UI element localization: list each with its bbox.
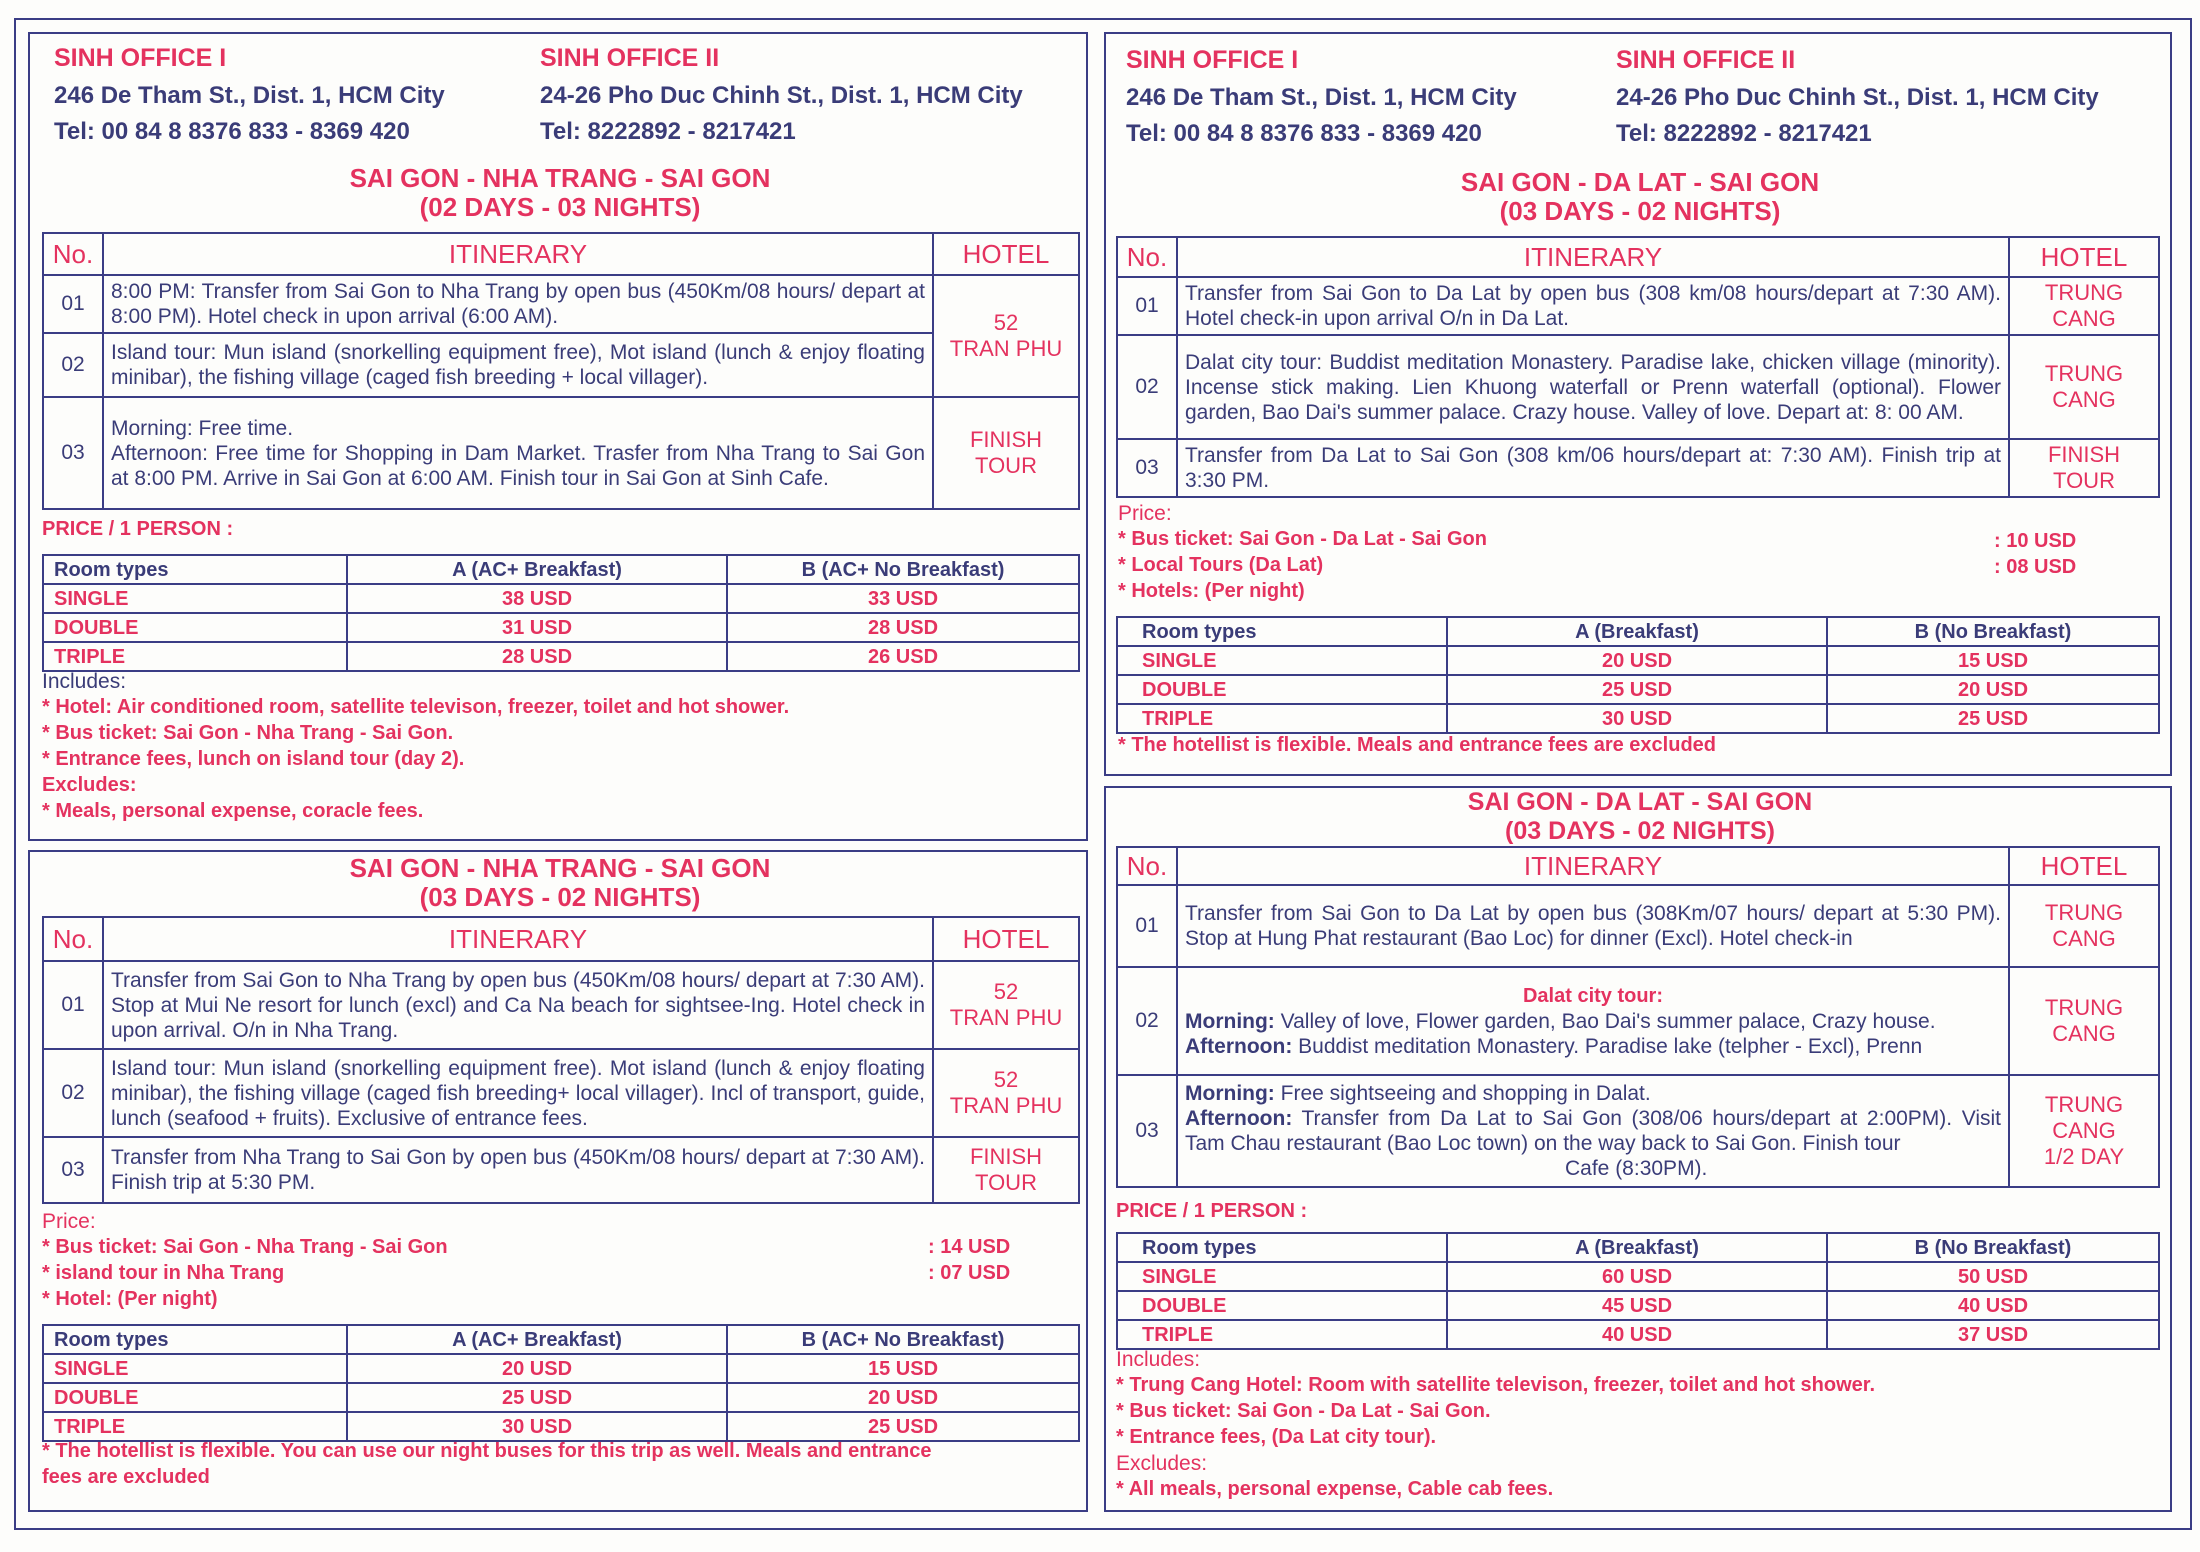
row-description	[1177, 1075, 2009, 1187]
tour-title-line2: (03 DAYS - 02 NIGHTS)	[1505, 817, 1775, 845]
room-type: DOUBLE	[1117, 675, 1447, 704]
price-b: 25 USD	[727, 1412, 1079, 1441]
table-row	[43, 1137, 1079, 1203]
price-b: 28 USD	[727, 613, 1079, 642]
row-hotel	[933, 397, 1079, 509]
office2-name: SINH OFFICE II	[1616, 46, 1796, 74]
price-header-a: A (AC+ Breakfast)	[347, 1325, 727, 1354]
hotel-line2: TRAN PHU	[949, 1005, 1063, 1030]
col-hotel-header: HOTEL	[933, 233, 1079, 275]
row-hotel	[933, 1049, 1079, 1137]
hotel-line2: CANG	[2052, 387, 2116, 412]
tour-title-line1: SAI GON - NHA TRANG - SAI GON	[349, 163, 771, 193]
extra-label: * Bus ticket: Sai Gon - Nha Trang - Sai Gon	[42, 1236, 448, 1258]
row-number: 03	[1117, 1075, 1177, 1187]
col-itinerary-header: ITINERARY	[103, 233, 933, 275]
footnote-continued: fees are excluded	[42, 1466, 210, 1488]
price-row	[1117, 1291, 2159, 1320]
tour-title	[30, 854, 1090, 912]
room-type: SINGLE	[1117, 1262, 1447, 1291]
tour-title-line2: (03 DAYS - 02 NIGHTS)	[1499, 196, 1781, 226]
price-row	[43, 1354, 1079, 1383]
price-b: 37 USD	[1827, 1320, 2159, 1349]
col-hotel-header: HOTEL	[2009, 847, 2159, 885]
excludes-label: Excludes:	[1116, 1452, 1208, 1475]
price-a: 25 USD	[1447, 675, 1827, 704]
office1-name: SINH OFFICE I	[1126, 46, 1299, 74]
footnote: * The hotellist is flexible. Meals and entrance fees are excluded	[1118, 734, 1716, 756]
afternoon-text: Transfer from Da Lat to Sai Gon (308/06 hours/depart at 2:00PM). Visit Tam Chau restaurant (Bao Loc town) on the way back to Sai Gon. Finish tour	[1185, 1107, 2001, 1155]
price-row	[43, 584, 1079, 613]
includes-item: * Entrance fees, (Da Lat city tour).	[1116, 1426, 1437, 1448]
itinerary-table	[1116, 236, 2160, 498]
price-header-a: A (Breakfast)	[1447, 1233, 1827, 1262]
includes-item: * Entrance fees, lunch on island tour (day 2).	[42, 748, 465, 770]
price-row	[1117, 646, 2159, 675]
row-description	[103, 397, 933, 509]
col-hotel-header: HOTEL	[933, 917, 1079, 961]
hotel-line1: TRUNG	[2044, 900, 2124, 925]
office1-address: 246 De Tham St., Dist. 1, HCM City	[1126, 84, 1517, 111]
price-b: 20 USD	[1827, 675, 2159, 704]
table-row	[43, 275, 1079, 333]
excludes-item: * All meals, personal expense, Cable cab fees.	[1116, 1478, 1554, 1500]
col-itinerary-header: ITINERARY	[103, 917, 933, 961]
row-hotel	[933, 275, 1079, 397]
col-hotel-header: HOTEL	[2009, 237, 2159, 277]
price-header-b: B (AC+ No Breakfast)	[727, 555, 1079, 584]
price-table	[1116, 616, 2160, 734]
tour-title	[1106, 168, 2174, 226]
room-type: SINGLE	[43, 1354, 347, 1383]
itinerary-table	[42, 916, 1080, 1204]
row-hotel	[2009, 1075, 2159, 1187]
row-number: 01	[1117, 885, 1177, 967]
room-type: TRIPLE	[43, 642, 347, 671]
hotel-line1: TRUNG	[2044, 280, 2124, 305]
col-itinerary-header: ITINERARY	[1177, 847, 2009, 885]
price-a: 31 USD	[347, 613, 727, 642]
price-label: Price:	[42, 1210, 96, 1233]
price-table	[42, 554, 1080, 672]
room-type: SINGLE	[43, 584, 347, 613]
price-table	[42, 1324, 1080, 1442]
price-b: 15 USD	[727, 1354, 1079, 1383]
price-b: 50 USD	[1827, 1262, 2159, 1291]
tour-title-line1: SAI GON - NHA TRANG - SAI GON	[349, 853, 771, 883]
price-header-b: B (No Breakfast)	[1827, 617, 2159, 646]
extra-label: * Bus ticket: Sai Gon - Da Lat - Sai Gon	[1118, 528, 1487, 550]
row-description-morning	[1185, 1081, 2001, 1106]
table-row	[43, 397, 1079, 509]
extra-value: : 14 USD	[928, 1236, 1011, 1258]
row-number: 01	[43, 961, 103, 1049]
row-number: 02	[1117, 335, 1177, 439]
room-type: DOUBLE	[43, 1383, 347, 1412]
hotel-line2: TOUR	[975, 453, 1037, 478]
office2-tel: Tel: 8222892 - 8217421	[540, 118, 796, 145]
price-header-a: A (Breakfast)	[1447, 617, 1827, 646]
table-row	[1117, 967, 2159, 1075]
table-row	[1117, 885, 2159, 967]
office1-address: 246 De Tham St., Dist. 1, HCM City	[54, 82, 445, 109]
col-no-header: No.	[43, 233, 103, 275]
price-label: Price:	[1118, 502, 1172, 525]
price-a: 60 USD	[1447, 1262, 1827, 1291]
excludes-label: Excludes:	[42, 774, 137, 796]
hotel-line1: TRUNG	[2044, 995, 2124, 1020]
price-label: PRICE / 1 PERSON :	[42, 518, 234, 540]
table-row	[43, 961, 1079, 1049]
row-hotel	[2009, 439, 2159, 497]
price-row	[1117, 1262, 2159, 1291]
table-row	[1117, 439, 2159, 497]
hotel-line2: TRAN PHU	[949, 1093, 1063, 1118]
price-a: 38 USD	[347, 584, 727, 613]
row-description-morning: Morning: Free time.	[111, 416, 294, 440]
row-description: Island tour: Mun island (snorkelling equipment free), Mot island (lunch & enjoy floating minibar), the fishing village (caged fish breeding + local villager).	[103, 333, 933, 397]
row-number: 01	[43, 275, 103, 333]
row-description	[1177, 967, 2009, 1075]
tour-title	[30, 164, 1090, 222]
morning-text: Free sightseeing and shopping in Dalat.	[1274, 1082, 1651, 1105]
hotel-note: * Hotels: (Per night)	[1118, 580, 1305, 602]
row-hotel	[933, 961, 1079, 1049]
row-description-afternoon	[1185, 1034, 2001, 1059]
price-header-room: Room types	[1117, 617, 1447, 646]
tour-title	[1106, 788, 2174, 846]
hotel-line1: TRUNG	[2044, 1092, 2124, 1117]
row-number: 03	[1117, 439, 1177, 497]
price-header-b: B (AC+ No Breakfast)	[727, 1325, 1079, 1354]
price-table	[1116, 1232, 2160, 1350]
price-b: 33 USD	[727, 584, 1079, 613]
includes-label: Includes:	[42, 670, 127, 693]
hotel-line2: CANG	[2052, 306, 2116, 331]
hotel-line1: TRUNG	[2044, 361, 2124, 386]
row-number: 02	[1117, 967, 1177, 1075]
row-description: Transfer from Sai Gon to Nha Trang by open bus (450Km/08 hours/ depart at 7:30 AM). Stop at Mui Ne resort for lunch (excl) and Ca Na beach for sightsee-Ing. Hotel check in upon arrival. O/n in Nha Trang.	[103, 961, 933, 1049]
hotel-line1: 52	[993, 1067, 1019, 1092]
footnote: * The hotellist is flexible. You can use our night buses for this trip as well. Meals and entrance	[42, 1440, 932, 1462]
hotel-line2: CANG	[2052, 1021, 2116, 1046]
panel-da-lat-a	[1104, 32, 2172, 776]
row-hotel	[2009, 967, 2159, 1075]
hotel-note: * Hotel: (Per night)	[42, 1288, 218, 1310]
hotel-line3: 1/2 DAY	[2043, 1144, 2125, 1169]
panel-da-lat-b	[1104, 786, 2172, 1512]
row-description: 8:00 PM: Transfer from Sai Gon to Nha Trang by open bus (450Km/08 hours/ depart at 8:00 PM). Hotel check in upon arrival (6:00 AM).	[103, 275, 933, 333]
hotel-line1: FINISH	[969, 1144, 1043, 1169]
afternoon-text: Buddist meditation Monastery. Paradise lake (telpher - Excl), Prenn	[1292, 1034, 1923, 1058]
row-subtitle: Dalat city tour:	[1522, 984, 1664, 1007]
extra-label: * Local Tours (Da Lat)	[1118, 554, 1324, 576]
row-number: 03	[43, 397, 103, 509]
col-no-header: No.	[1117, 237, 1177, 277]
price-row	[43, 642, 1079, 671]
extra-label: * island tour in Nha Trang	[42, 1262, 285, 1284]
row-description-tail: Cafe (8:30PM).	[1565, 1157, 1708, 1180]
table-row	[1117, 335, 2159, 439]
price-header-b: B (No Breakfast)	[1827, 1233, 2159, 1262]
price-row	[43, 1383, 1079, 1412]
office1-tel: Tel: 00 84 8 8376 833 - 8369 420	[1126, 120, 1482, 147]
includes-item: * Trung Cang Hotel: Room with satellite televison, freezer, toilet and hot shower.	[1116, 1374, 1876, 1396]
price-a: 28 USD	[347, 642, 727, 671]
itinerary-table	[42, 232, 1080, 510]
office2-address: 24-26 Pho Duc Chinh St., Dist. 1, HCM City	[540, 82, 1023, 109]
price-b: 15 USD	[1827, 646, 2159, 675]
office2-address: 24-26 Pho Duc Chinh St., Dist. 1, HCM City	[1616, 84, 2099, 111]
price-row	[1117, 675, 2159, 704]
hotel-line2: TOUR	[2053, 468, 2115, 493]
room-type: TRIPLE	[1117, 704, 1447, 733]
office1-tel: Tel: 00 84 8 8376 833 - 8369 420	[54, 118, 410, 145]
row-description-morning	[1185, 1009, 2001, 1034]
row-hotel	[933, 1137, 1079, 1203]
row-number: 02	[43, 333, 103, 397]
price-label: PRICE / 1 PERSON :	[1116, 1200, 1308, 1222]
tour-title-line2: (03 DAYS - 02 NIGHTS)	[419, 882, 701, 912]
row-number: 01	[1117, 277, 1177, 335]
hotel-line1: 52	[993, 310, 1019, 335]
includes-item: * Bus ticket: Sai Gon - Da Lat - Sai Gon.	[1116, 1400, 1491, 1422]
afternoon-label: Afternoon:	[1185, 1034, 1293, 1058]
hotel-line1: 52	[993, 979, 1019, 1004]
table-row	[43, 333, 1079, 397]
price-a: 40 USD	[1447, 1320, 1827, 1349]
hotel-line2: CANG	[2052, 1118, 2116, 1143]
morning-text: Valley of love, Flower garden, Bao Dai's summer palace, Crazy house.	[1274, 1009, 1936, 1033]
afternoon-label: Afternoon:	[1185, 1107, 1293, 1130]
table-row	[1117, 277, 2159, 335]
row-hotel	[2009, 335, 2159, 439]
office2-tel: Tel: 8222892 - 8217421	[1616, 120, 1872, 147]
col-no-header: No.	[43, 917, 103, 961]
price-a: 20 USD	[347, 1354, 727, 1383]
tour-title-line1: SAI GON - DA LAT - SAI GON	[1467, 788, 1813, 816]
includes-item: * Hotel: Air conditioned room, satellite televison, freezer, toilet and hot shower.	[42, 696, 790, 718]
col-itinerary-header: ITINERARY	[1177, 237, 2009, 277]
itinerary-table	[1116, 846, 2160, 1188]
room-type: DOUBLE	[1117, 1291, 1447, 1320]
row-hotel	[2009, 885, 2159, 967]
price-header-room: Room types	[43, 1325, 347, 1354]
extra-value: : 08 USD	[1994, 556, 2077, 578]
row-description-afternoon: Afternoon: Free time for Shopping in Dam Market. Trasfer from Nha Trang to Sai Gon at 8:00 PM. Arrive in Sai Gon at 6:00 AM. Finish tour in Sai Gon at Sinh Cafe.	[111, 441, 925, 490]
hotel-line2: CANG	[2052, 926, 2116, 951]
price-a: 30 USD	[1447, 704, 1827, 733]
price-row	[1117, 704, 2159, 733]
row-number: 02	[43, 1049, 103, 1137]
price-header-room: Room types	[43, 555, 347, 584]
morning-label: Morning:	[1185, 1009, 1275, 1033]
price-row	[43, 1412, 1079, 1441]
price-a: 25 USD	[347, 1383, 727, 1412]
panel-nha-trang-02-days	[28, 32, 1088, 841]
price-a: 45 USD	[1447, 1291, 1827, 1320]
row-hotel	[2009, 277, 2159, 335]
hotel-line2: TRAN PHU	[949, 336, 1063, 361]
row-description: Dalat city tour: Buddist meditation Monastery. Paradise lake, chicken village (minority). Incense stick making. Lien Khuong waterfall or Prenn waterfall (optional). Flower garden, Bao Dai's summer palace. Crazy house. Valley of love. Depart at: 8: 00 AM.	[1177, 335, 2009, 439]
table-row	[43, 1049, 1079, 1137]
room-type: TRIPLE	[43, 1412, 347, 1441]
price-a: 20 USD	[1447, 646, 1827, 675]
tour-title-line2: (02 DAYS - 03 NIGHTS)	[419, 192, 701, 222]
includes-item: * Bus ticket: Sai Gon - Nha Trang - Sai Gon.	[42, 722, 454, 744]
includes-label: Includes:	[1116, 1348, 1201, 1371]
table-row	[1117, 1075, 2159, 1187]
row-description: Transfer from Sai Gon to Da Lat by open bus (308 km/08 hours/depart at 7:30 AM). Hotel check-in upon arrival O/n in Da Lat.	[1177, 277, 2009, 335]
morning-label: Morning:	[1185, 1082, 1275, 1105]
row-description: Transfer from Sai Gon to Da Lat by open bus (308Km/07 hours/ depart at 5:30 PM). Stop at Hung Phat restaurant (Bao Loc) for dinner (Excl). Hotel check-in	[1177, 885, 2009, 967]
row-description: Transfer from Da Lat to Sai Gon (308 km/06 hours/depart at: 7:30 AM). Finish trip at 3:30 PM.	[1177, 439, 2009, 497]
excludes-item: * Meals, personal expense, coracle fees.	[42, 800, 424, 822]
price-row	[43, 613, 1079, 642]
tour-title-line1: SAI GON - DA LAT - SAI GON	[1460, 167, 1820, 197]
row-description-afternoon	[1185, 1106, 2001, 1156]
office2-name: SINH OFFICE II	[540, 44, 720, 72]
price-header-room: Room types	[1117, 1233, 1447, 1262]
price-header-a: A (AC+ Breakfast)	[347, 555, 727, 584]
hotel-line1: FINISH	[2047, 442, 2121, 467]
extra-value: : 07 USD	[928, 1262, 1011, 1284]
hotel-line2: TOUR	[975, 1170, 1037, 1195]
room-type: DOUBLE	[43, 613, 347, 642]
row-number: 03	[43, 1137, 103, 1203]
room-type: SINGLE	[1117, 646, 1447, 675]
row-description: Island tour: Mun island (snorkelling equipment free). Mot island (lunch & enjoy floating minibar), the fishing village (caged fish breeding+ local villager). Incl of transport, guide, lunch (seafood + fruits). Exclusive of entrance fees.	[103, 1049, 933, 1137]
price-b: 40 USD	[1827, 1291, 2159, 1320]
price-b: 25 USD	[1827, 704, 2159, 733]
office1-name: SINH OFFICE I	[54, 44, 227, 72]
panel-nha-trang-03-days	[28, 850, 1088, 1512]
price-a: 30 USD	[347, 1412, 727, 1441]
price-b: 26 USD	[727, 642, 1079, 671]
price-b: 20 USD	[727, 1383, 1079, 1412]
extra-value: : 10 USD	[1994, 530, 2077, 552]
row-description: Transfer from Nha Trang to Sai Gon by open bus (450Km/08 hours/ depart at 7:30 AM). Finish trip at 5:30 PM.	[103, 1137, 933, 1203]
room-type: TRIPLE	[1117, 1320, 1447, 1349]
price-row	[1117, 1320, 2159, 1349]
col-no-header: No.	[1117, 847, 1177, 885]
hotel-line1: FINISH	[969, 427, 1043, 452]
